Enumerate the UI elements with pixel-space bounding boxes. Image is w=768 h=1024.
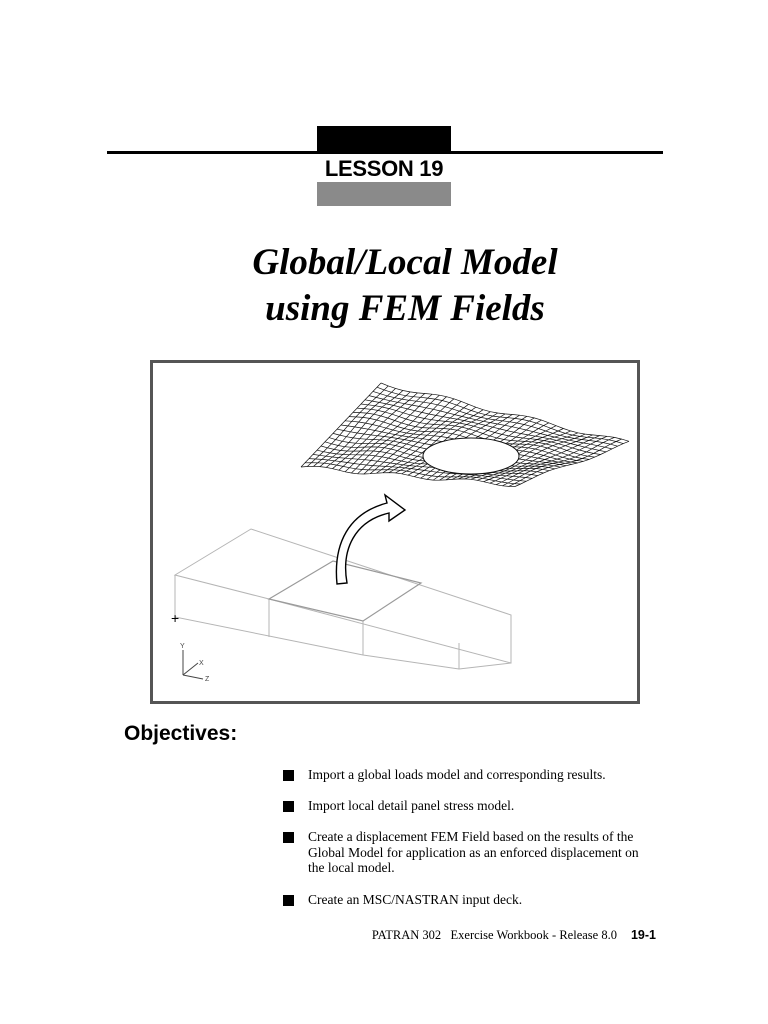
bullet-square-icon xyxy=(283,770,294,781)
page-number: 19-1 xyxy=(630,928,656,942)
objective-text: Import a global loads model and corresponding results. xyxy=(308,767,606,782)
origin-marker: + xyxy=(171,610,180,626)
axis-label-z: Z xyxy=(205,676,210,683)
model-figure xyxy=(150,360,640,704)
objective-text: Import local detail panel stress model. xyxy=(308,798,515,813)
title-line-1: Global/Local Model xyxy=(252,242,558,283)
bullet-square-icon xyxy=(283,895,294,906)
title-line-2: using FEM Fields xyxy=(265,288,545,329)
bullet-square-icon xyxy=(283,801,294,812)
lesson-label: LESSON 19 xyxy=(324,156,444,181)
objective-text: Create a displacement FEM Field based on the results of the Global Model for application as an enforced displacement on the local model. xyxy=(308,829,639,875)
page-footer xyxy=(300,928,656,943)
mesh-line xyxy=(509,439,622,486)
footer-text: PATRAN 302 Exercise Workbook - Release 8.0 xyxy=(371,928,617,942)
objective-text: Create an MSC/NASTRAN input deck. xyxy=(308,892,523,907)
axis-label-x: X xyxy=(199,660,204,667)
lesson-tab-gray xyxy=(317,182,451,206)
mesh-line xyxy=(381,383,629,441)
header-rule xyxy=(107,151,663,154)
mesh-hole xyxy=(423,438,519,474)
bullet-square-icon xyxy=(283,832,294,843)
objectives-heading: Objectives: xyxy=(124,722,238,745)
axis-label-y: Y xyxy=(180,643,185,650)
lesson-tab-black xyxy=(317,126,451,152)
